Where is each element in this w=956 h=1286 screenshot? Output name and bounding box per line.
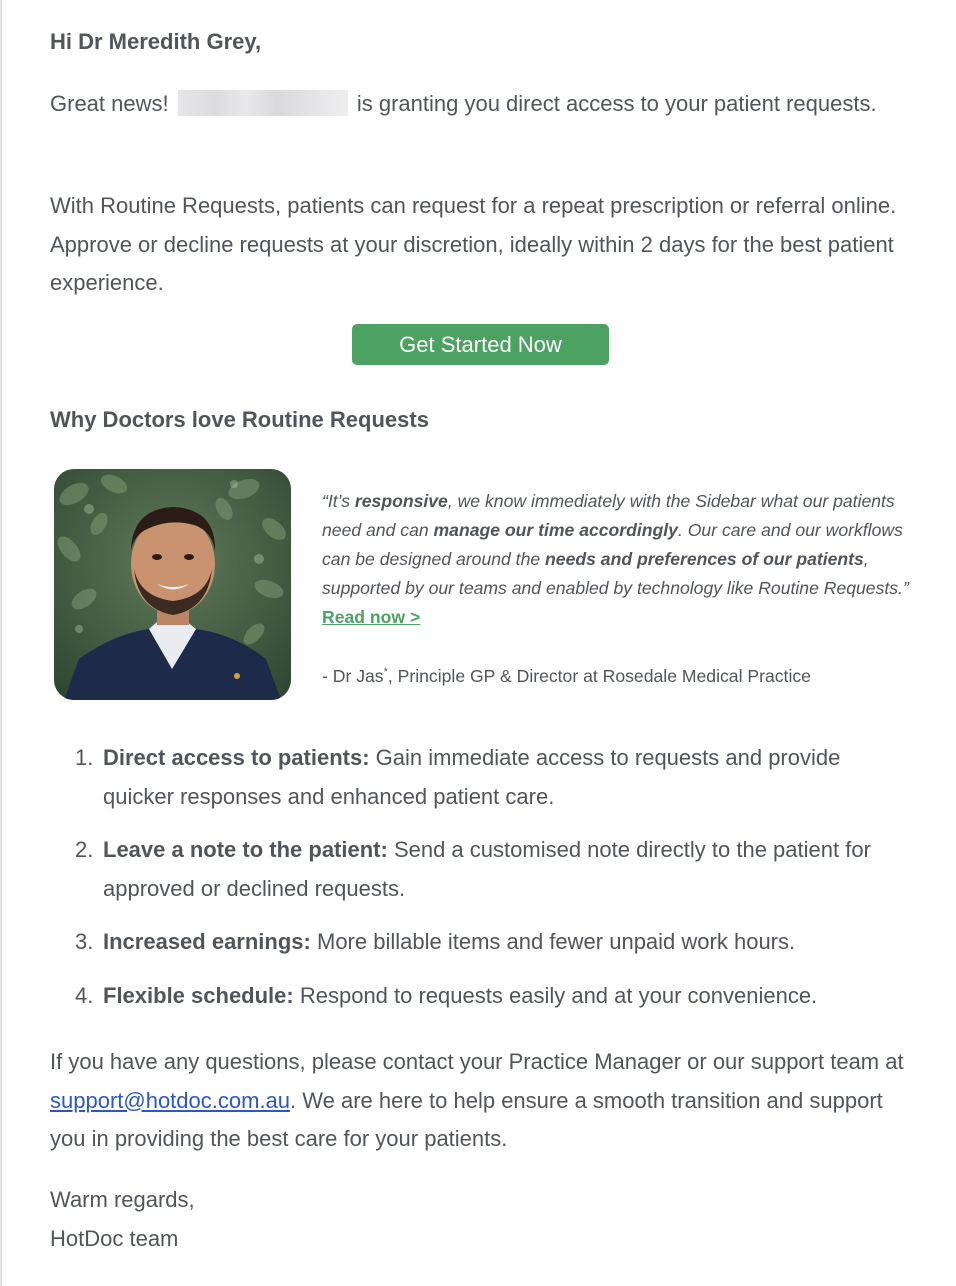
description-paragraph: With Routine Requests, patients can request for a repeat prescription or referral online. Approve or decline requests at your discretion, ideally within 2 days for the best patient experience.: [50, 193, 897, 295]
cta-container: [352, 324, 609, 365]
benefit-title: Increased earnings:: [103, 929, 311, 954]
redacted-practice-name: [178, 90, 348, 116]
benefit-title: Leave a note to the patient:: [103, 837, 388, 862]
attribution-suffix: , Principle GP & Director at Rosedale Medical Practice: [387, 665, 811, 686]
quote-text-2: . Our care and our workflows can be designed around the: [322, 520, 903, 569]
quote-emphasis-2: manage our time accordingly: [433, 520, 678, 540]
benefit-text: Respond to requests easily and at your convenience.: [293, 982, 818, 1008]
quote-text-1: , we know immediately with the Sidebar what our patients need and can: [322, 491, 895, 540]
greeting: Hi Dr Meredith Grey,: [50, 29, 262, 54]
intro-text-end: is granting you direct access to your patient requests.: [356, 91, 877, 116]
testimonial-attribution: [322, 659, 811, 689]
support-text-start: If you have any questions, please contact your Practice Manager or our support team at: [50, 1049, 904, 1074]
benefit-number: 1.: [75, 745, 94, 770]
attribution-prefix: - Dr Jas: [322, 665, 384, 686]
signoff: [50, 1181, 195, 1258]
benefit-title: Direct access to patients:: [103, 745, 370, 770]
benefit-text: Gain immediate access to requests and provide quicker responses and enhanced patient care.: [103, 745, 841, 809]
section-title: Why Doctors love Routine Requests: [50, 407, 429, 432]
benefit-item: [75, 739, 895, 816]
intro-text-start: Great news!: [50, 91, 169, 116]
read-now-link[interactable]: Read now >: [322, 607, 421, 627]
benefit-item: [75, 923, 895, 962]
benefit-item: [75, 831, 895, 908]
intro-paragraph: [50, 85, 915, 124]
left-border: [0, 0, 2, 1286]
attribution-asterisk: *: [383, 666, 388, 678]
benefit-item: [75, 977, 895, 1016]
support-paragraph: [50, 1043, 915, 1159]
support-text-end: . We are here to help ensure a smooth transition and support you in providing the best care for your patients.: [50, 1087, 883, 1151]
benefits-list: [75, 739, 895, 1030]
quote-text-3: , supported by our teams and enabled by technology like Routine Requests.”: [322, 549, 909, 598]
quote-emphasis-3: needs and preferences of our patients: [545, 549, 864, 569]
doctor-portrait: [54, 469, 291, 700]
benefit-number: 2.: [75, 837, 94, 862]
testimonial-quote: [322, 487, 922, 632]
quote-open: “It’s: [322, 491, 355, 511]
benefit-text: More billable items and fewer unpaid work hours.: [310, 929, 796, 954]
signoff-closing: Warm regards,: [50, 1187, 195, 1212]
benefit-number: 4.: [75, 982, 94, 1008]
benefit-number: 3.: [75, 929, 94, 954]
get-started-button[interactable]: Get Started Now: [352, 324, 609, 365]
benefit-text: Send a customised note directly to the patient for approved or declined requests.: [103, 837, 871, 901]
quote-emphasis-1: responsive: [354, 491, 448, 511]
support-email-link[interactable]: support@hotdoc.com.au: [50, 1087, 291, 1113]
benefit-title: Flexible schedule:: [103, 982, 294, 1008]
signoff-sender: HotDoc team: [50, 1225, 179, 1251]
